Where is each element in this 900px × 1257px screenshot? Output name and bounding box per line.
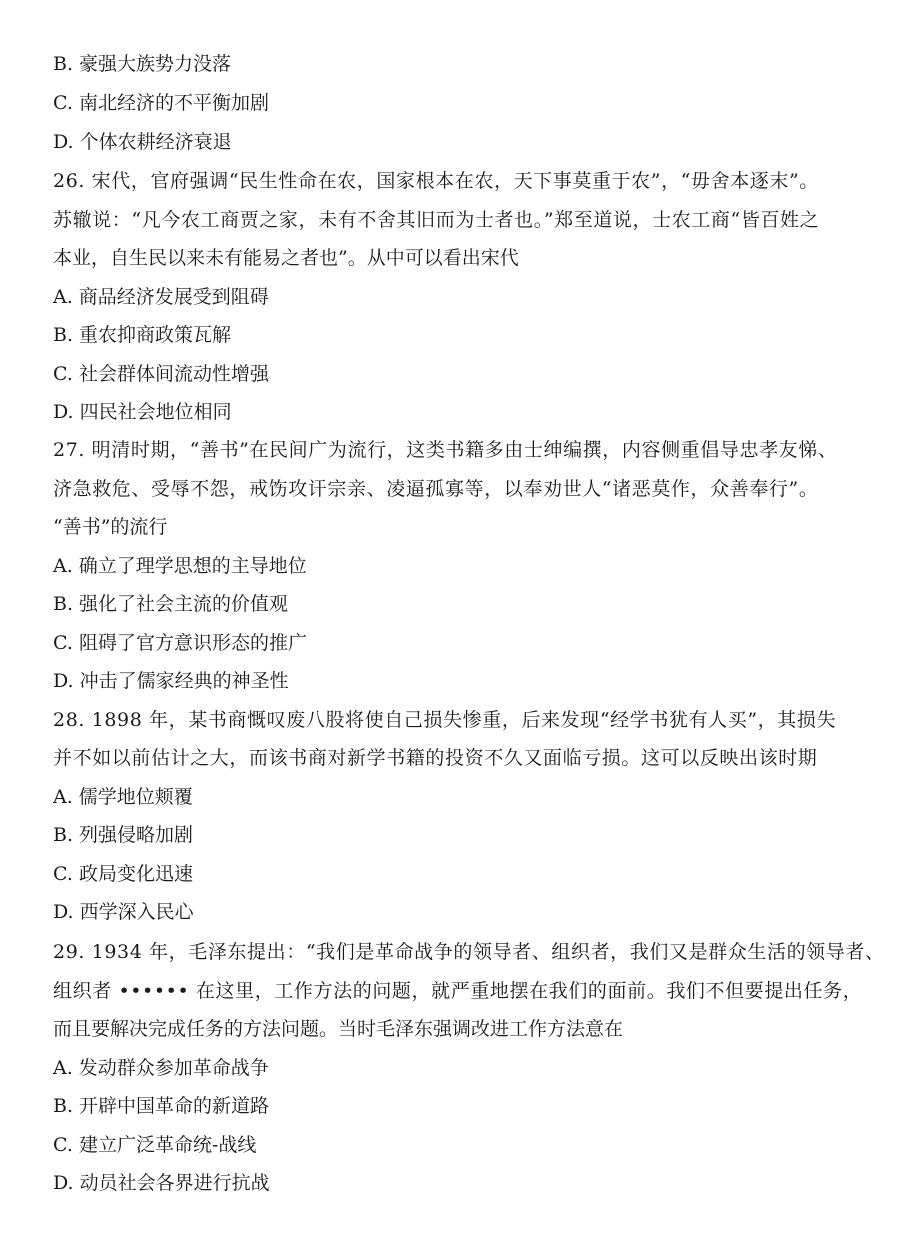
- prev-option-c: C. 南北经济的不平衡加剧: [53, 92, 269, 114]
- q28-option-d: D. 西学深入民心: [53, 901, 194, 923]
- q27-option-c: C. 阻碍了官方意识形态的推广: [53, 632, 307, 654]
- q29-option-c: C. 建立广泛革命统-战线: [53, 1134, 257, 1156]
- q26-stem-line: 26. 宋代，官府强调“民生性命在农，国家根本在农，天下事莫重于农”，“毋舍本逐末”。: [53, 170, 819, 192]
- q26-option-d: D. 四民社会地位相同: [53, 401, 232, 423]
- q27-option-b: B. 强化了社会主流的价值观: [53, 593, 289, 615]
- q27-option-d: D. 冲击了儒家经典的神圣性: [53, 670, 289, 692]
- q28-stem-line: 28. 1898 年，某书商慨叹废八股将使自己损失惨重，后来发现“经学书犹有人买”，其损失: [53, 709, 837, 731]
- q28-option-c: C. 政局变化迅速: [53, 863, 193, 885]
- q29-stem-line: 29. 1934 年，毛泽东提出：“我们是革命战争的领导者、组织者，我们又是群众生活的领导者、: [53, 941, 885, 963]
- q26-option-a: A. 商品经济发展受到阻碍: [53, 286, 269, 308]
- q27-stem-line: 27. 明清时期，“善书”在民间广为流行，这类书籍多由士绅编撰，内容侧重倡导忠孝友悌、: [53, 439, 838, 461]
- q28-option-b: B. 列强侵略加剧: [53, 824, 194, 846]
- q26-option-c: C. 社会群体间流动性增强: [53, 363, 269, 385]
- prev-option-d: D. 个体农耕经济衰退: [53, 131, 232, 153]
- q29-option-b: B. 开辟中国革命的新道路: [53, 1095, 270, 1117]
- q28-stem-line: 并不如以前估计之大，而该书商对新学书籍的投资不久又面临亏损。这可以反映出该时期: [53, 747, 818, 769]
- q26-option-b: B. 重农抑商政策瓦解: [53, 324, 232, 346]
- q27-stem-line: 济急救危、受辱不怨，戒饬攻讦宗亲、凌逼孤寡等，以奉劝世人“诸恶莫作，众善奉行”。: [53, 478, 819, 500]
- q26-stem-line: 苏辙说：“凡今农工商贾之家，未有不舍其旧而为士者也。”郑至道说，士农工商“皆百姓之: [53, 209, 820, 231]
- q29-option-a: A. 发动群众参加革命战争: [53, 1057, 269, 1079]
- prev-option-b: B. 豪强大族势力没落: [53, 53, 232, 75]
- q28-option-a: A. 儒学地位颊覆: [53, 786, 193, 808]
- q27-option-a: A. 确立了理学思想的主导地位: [53, 555, 307, 577]
- q29-stem-line: 而且要解决完成任务的方法问题。当时毛泽东强调改进工作方法意在: [53, 1018, 624, 1040]
- q29-stem-line: 组织者 •••••• 在这里，工作方法的问题，就严重地摆在我们的面前。我们不但要提出任务，: [53, 980, 863, 1002]
- q29-option-d: D. 动员社会各界进行抗战: [53, 1172, 270, 1194]
- q26-stem-line: 本业，自生民以来未有能易之者也”。从中可以看出宋代: [53, 247, 519, 269]
- q27-stem-line: “善书”的流行: [53, 516, 168, 538]
